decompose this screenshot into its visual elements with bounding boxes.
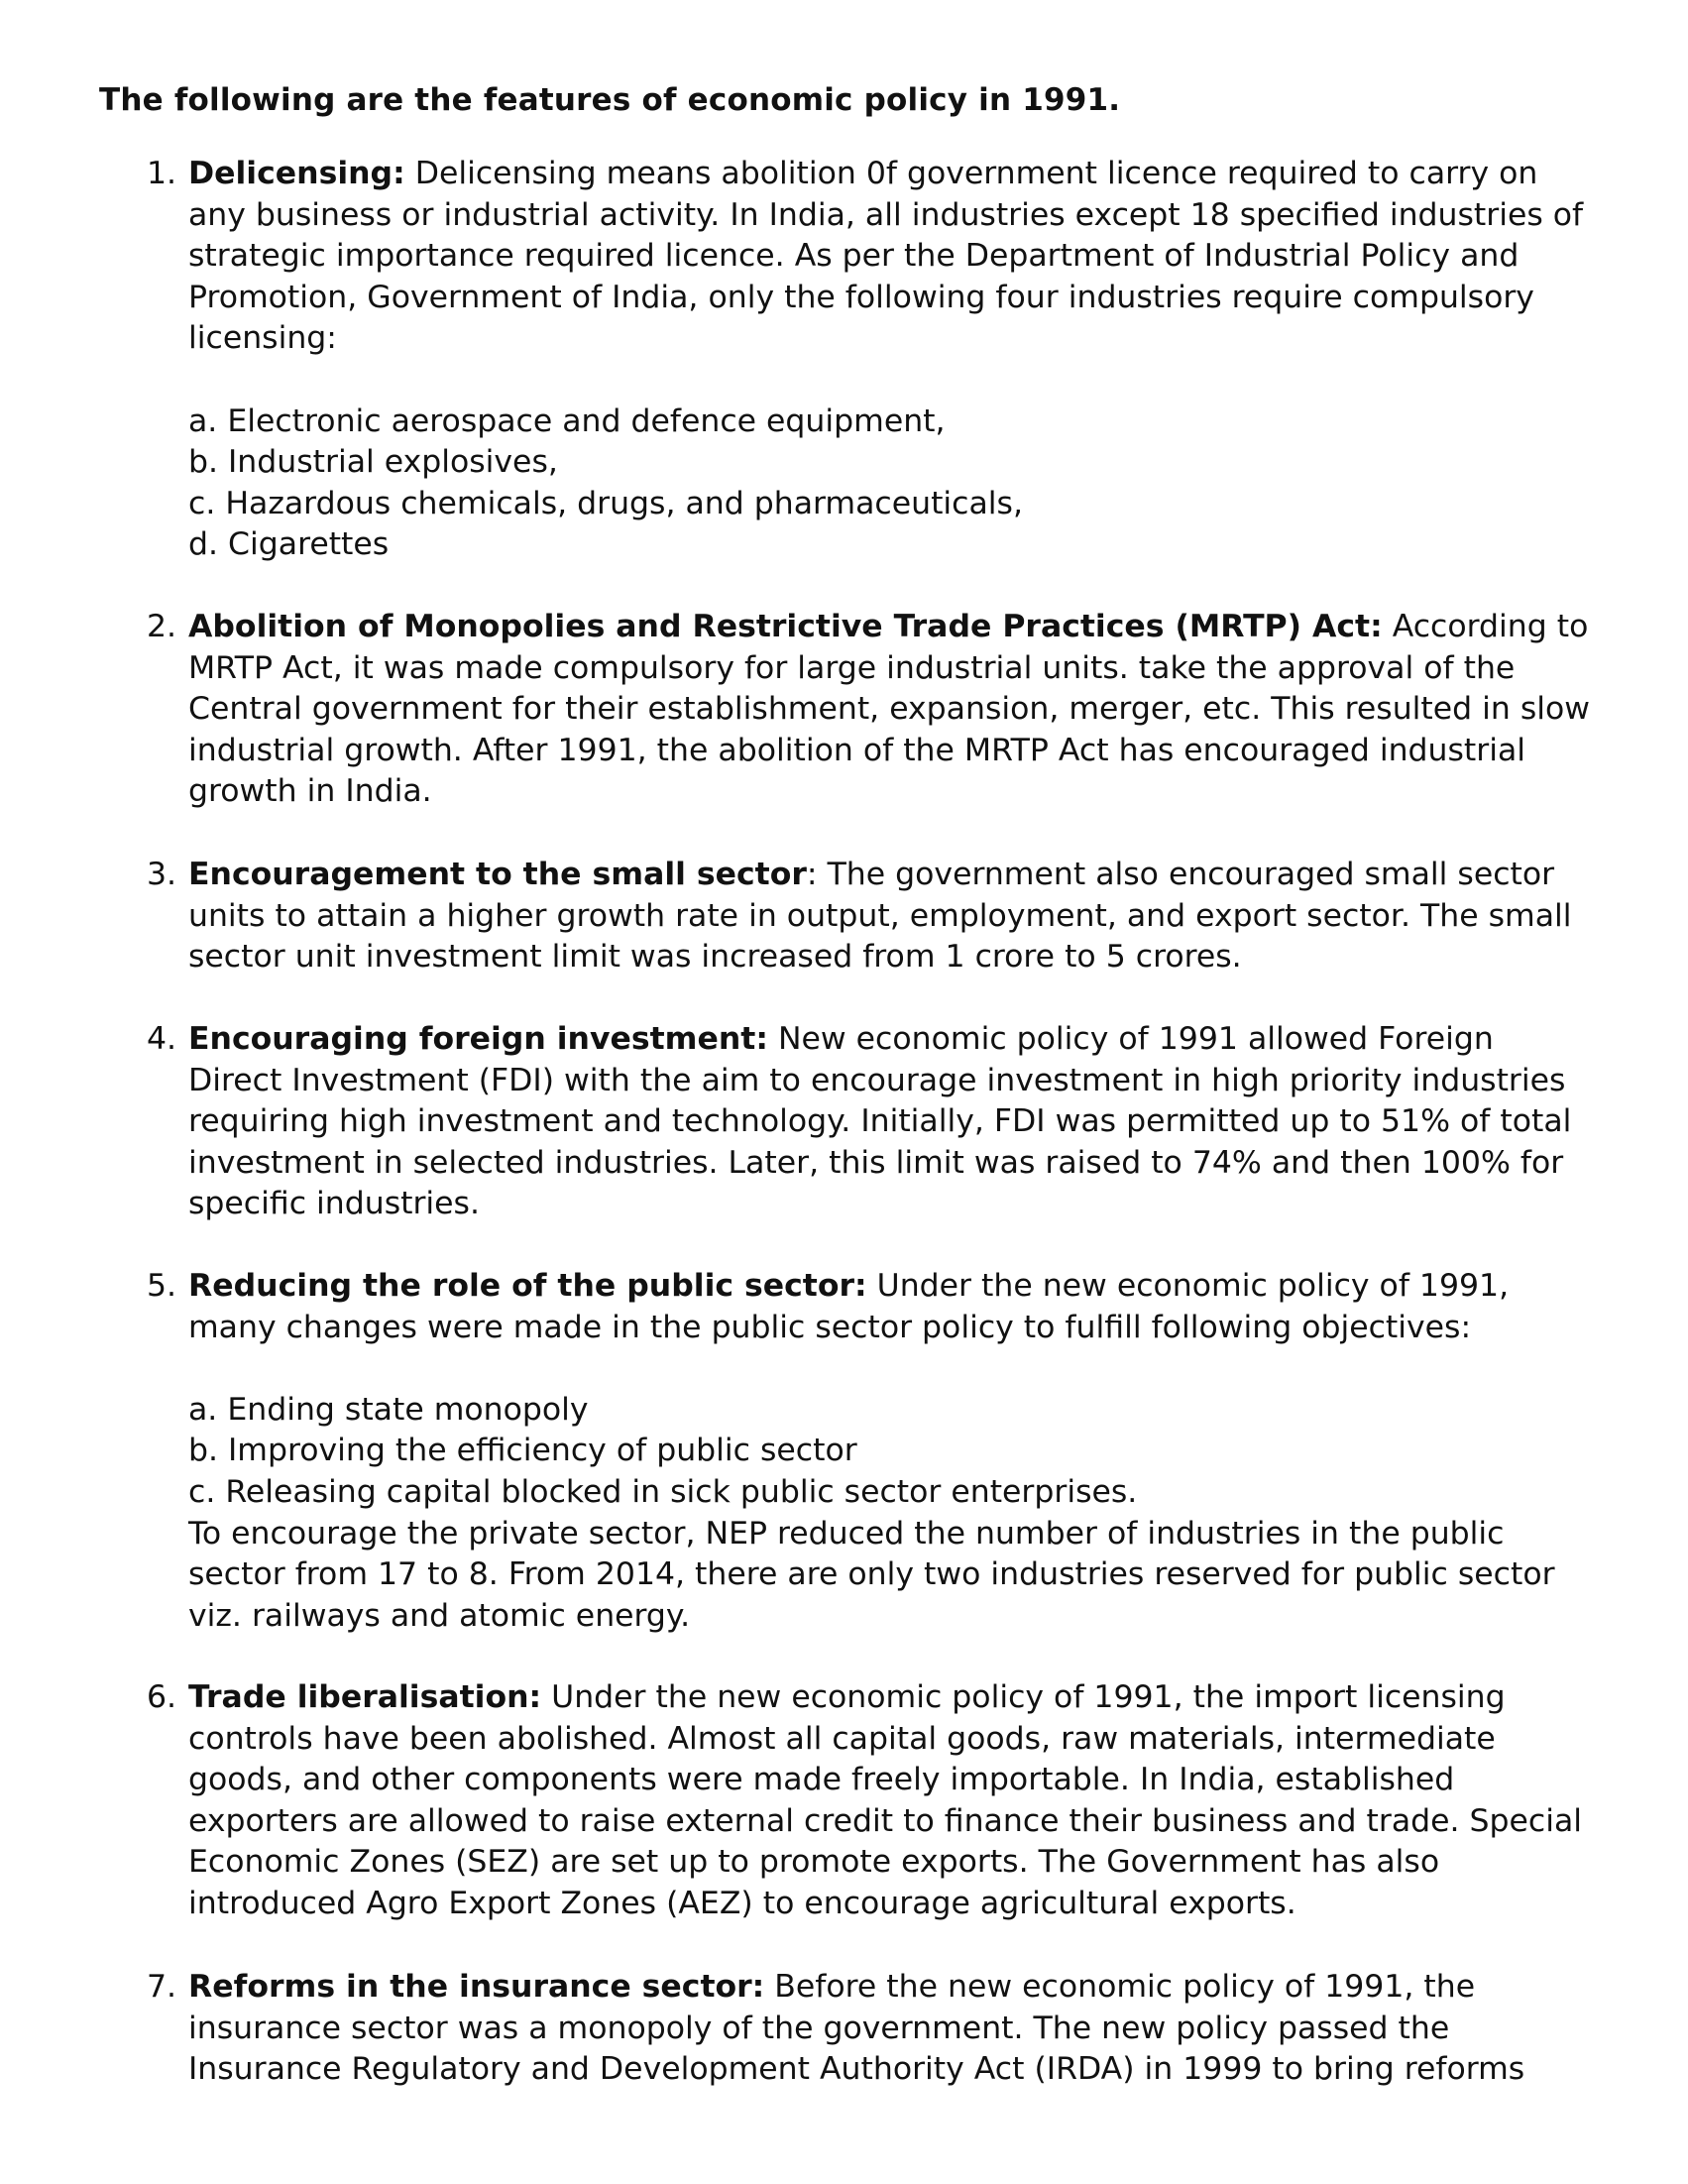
item-text: Delicensing means abolition 0f government licence required to carry on any business or industrial activity. In India, all industries except 18 specified industries of strategic importance required licence. As per the Department of Industrial Policy and Promotion, Government of India, only the following four industries require compulsory licensing: [188, 156, 1584, 357]
item-number: 6. [147, 1679, 177, 1715]
item-text: Before the new economic policy of 1991, the insurance sector was a monopoly of the government. The new policy passed the Insurance Regulatory and Development Authority Act (IRDA) in 1999 to bring reforms [188, 1969, 1525, 2088]
item-heading: Encouragement to the small sector [188, 857, 807, 892]
list-item-public-sector [147, 1266, 1596, 1637]
sub-list [188, 1390, 1596, 1514]
sub-list-item: c. Releasing capital blocked in sick public sector enterprises. [188, 1473, 1138, 1510]
item-paragraph [188, 1967, 1596, 2091]
item-paragraph [188, 1677, 1596, 1925]
sub-list-item: a. Electronic aerospace and defence equipment, [188, 402, 946, 439]
item-heading: Reforms in the insurance sector: [188, 1969, 765, 2005]
item-heading: Encouraging foreign investment: [188, 1021, 768, 1057]
item-heading: Delicensing: [188, 156, 405, 191]
sub-list-item: d. Cigarettes [188, 526, 390, 563]
list-item-mrtp [147, 607, 1596, 813]
item-number: 5. [147, 1268, 177, 1304]
list-item-small-sector [147, 855, 1596, 978]
item-paragraph [188, 1266, 1596, 1348]
sub-list-item: a. Ending state monopoly [188, 1391, 589, 1428]
item-text: New economic policy of 1991 allowed Foreign Direct Investment (FDI) with the aim to encourage investment in high priority industries requiring high investment and technology. Initially, FDI was permitted up to 51% of total investment in selected industries. Later, this limit was raised to 74% and then 100% for specific industries. [188, 1021, 1572, 1222]
item-text: Under the new economic policy of 1991, many changes were made in the public sector policy to fulfill following objectives: [188, 1268, 1510, 1345]
sub-list-item: b. Industrial explosives, [188, 444, 558, 481]
list-item-delicensing [147, 154, 1596, 566]
sub-list [188, 402, 1596, 566]
item-paragraph [188, 607, 1596, 813]
item-heading: Reducing the role of the public sector: [188, 1268, 867, 1304]
list-item-foreign-investment [147, 1019, 1596, 1225]
sub-list-item: c. Hazardous chemicals, drugs, and pharmaceuticals, [188, 485, 1023, 521]
item-number: 3. [147, 857, 177, 892]
item-text: Under the new economic policy of 1991, the import licensing controls have been abolished. Almost all capital goods, raw materials, intermediate goods, and other components were made freely importable. In India, established exporters are allowed to raise external credit to finance their business and trade. Special Economic Zones (SEZ) are set up to promote exports. The Government has also introduced Agro Export Zones (AEZ) to encourage agricultural exports. [188, 1679, 1583, 1921]
list-item-insurance-sector [147, 1967, 1596, 2091]
item-followup-text: To encourage the private sector, NEP reduced the number of industries in the public sector from 17 to 8. From 2014, there are only two industries reserved for public sector viz. railways and atomic energy. [188, 1515, 1555, 1634]
item-number: 2. [147, 609, 177, 644]
item-number: 1. [147, 156, 177, 191]
item-text: The government also encouraged small sector units to attain a higher growth rate in output, employment, and export sector. The small sector unit investment limit was increased from 1 crore to 5 crores. [188, 857, 1572, 976]
item-heading: Abolition of Monopolies and Restrictive Trade Practices (MRTP) Act: [188, 609, 1383, 644]
item-paragraph: Encouragement to the small sector: The government also encouraged small sector units to attain a higher growth rate in output, employment, and export sector. The small sector unit investment limit was increased from 1 crore to 5 crores. [188, 857, 1572, 976]
item-number: 7. [147, 1969, 177, 2005]
list-item-trade-liberalisation [147, 1677, 1596, 1925]
item-text: According to MRTP Act, it was made compulsory for large industrial units. take the approval of the Central government for their establishment, expansion, merger, etc. This resulted in slow industrial growth. After 1991, the abolition of the MRTP Act has encouraged industrial growth in India. [188, 609, 1591, 810]
sub-list-item: b. Improving the efficiency of public sector [188, 1433, 857, 1469]
document-title: The following are the features of economic policy in 1991. [99, 82, 1121, 118]
item-heading: Trade liberalisation: [188, 1679, 542, 1715]
item-number: 4. [147, 1021, 177, 1057]
item-paragraph [188, 154, 1596, 360]
item-paragraph [188, 1019, 1596, 1225]
